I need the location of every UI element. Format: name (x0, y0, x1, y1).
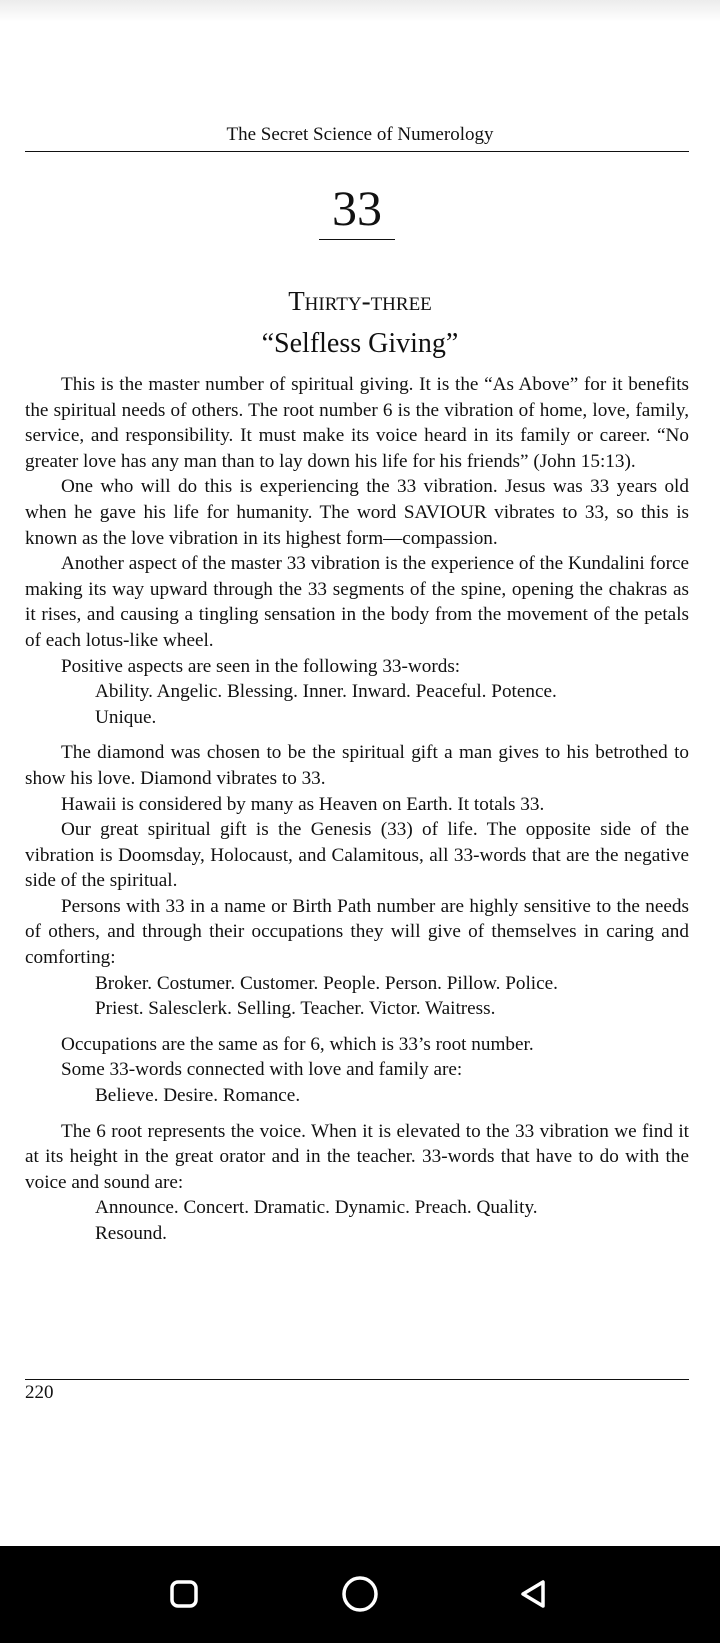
paragraph: One who will do this is experiencing the 33 vibration. Jesus was 33 years old when he gave his life for humanity. The word SAVIOUR vibrates to 33, so this is known as the love vibration in its highest form—compassion. (25, 476, 689, 549)
paragraph: Occupations are the same as for 6, which is 33’s root number. (61, 1033, 534, 1055)
paragraph: Hawaii is considered by many as Heaven on Earth. It totals 33. (61, 793, 545, 815)
paragraph: Another aspect of the master 33 vibration is the experience of the Kundalini force making its way upward through the 33 segments of the spine, opening the chakras as it rises, and causing a tingling sensation in the body from the movement of the petals of each lotus-like wheel. (25, 553, 689, 651)
chapter-title: Thirty-three (288, 286, 432, 316)
recents-square-icon (167, 1577, 201, 1611)
word-list: Announce. Concert. Dramatic. Dynamic. Preach. Quality. Resound. (95, 1197, 538, 1244)
back-triangle-icon (516, 1576, 552, 1612)
status-bar-shadow (0, 0, 720, 22)
chapter-subtitle: “Selfless Giving” (261, 328, 459, 359)
recents-button[interactable] (162, 1572, 206, 1616)
word-list: Believe. Desire. Romance. (95, 1085, 301, 1107)
paragraph: Persons with 33 in a name or Birth Path number are highly sensitive to the needs of others, and through their occupations they will give of themselves in caring and comforting: (25, 895, 689, 969)
page-body (25, 372, 689, 1247)
home-circle-icon (340, 1574, 380, 1614)
paragraph: The 6 root represents the voice. When it is elevated to the 33 vibration we find it at its height in the great orator and in the teacher. 33-words that have to do with the voice and sound are: (25, 1120, 689, 1193)
running-header: The Secret Science of Numerology (226, 124, 494, 145)
footer-rule (25, 1379, 689, 1380)
paragraph: Our great spiritual gift is the Genesis (33) of life. The opposite side of the vibration is Doomsday, Holocaust, and Calamitous, all 33-words that are the negative side of the spiritual. (25, 819, 689, 892)
paragraph: Positive aspects are seen in the following 33-words: (61, 655, 461, 677)
back-button[interactable] (512, 1572, 556, 1616)
page-number: 220 (25, 1382, 54, 1403)
word-list: Ability. Angelic. Blessing. Inner. Inward. Peaceful. Potence. Unique. (95, 681, 557, 728)
home-button[interactable] (338, 1572, 382, 1616)
navigation-bar (0, 1546, 720, 1643)
chapter-number: 33 (319, 181, 395, 240)
paragraph: Some 33-words connected with love and family are: (61, 1059, 463, 1081)
header-rule (25, 151, 689, 152)
paragraph: This is the master number of spiritual giving. It is the “As Above” for it benefits the spiritual needs of others. The root number 6 is the vibration of home, love, family, service, and responsibility. It must make its voice heard in its family or career. “No greater love has any man than to lay down his life for his friends” (John 15:13). (25, 374, 689, 472)
word-list: Broker. Costumer. Customer. People. Person. Pillow. Police. Priest. Salesclerk. Selling. Teacher. Victor. Waitress. (95, 972, 558, 1020)
paragraph: The diamond was chosen to be the spiritual gift a man gives to his betrothed to show his love. Diamond vibrates to 33. (25, 742, 689, 789)
